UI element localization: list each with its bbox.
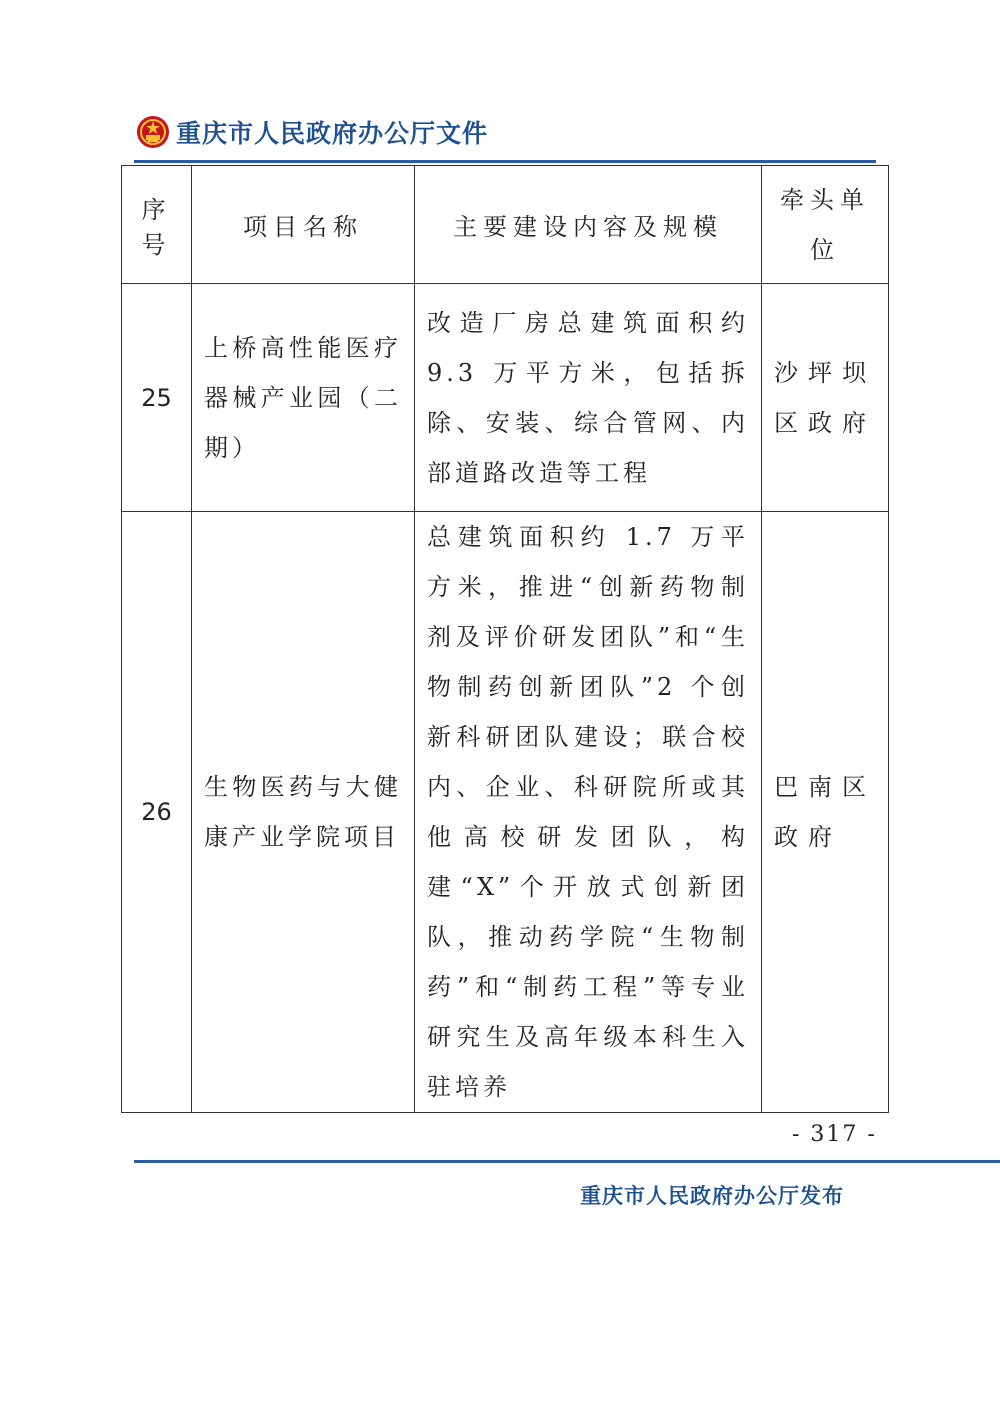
footer-publisher: 重庆市人民政府办公厅发布 [580, 1184, 844, 1208]
footer-divider [134, 1160, 1000, 1163]
project-content: 改造厂房总建筑面积约 9.3 万平方米，包括拆除、安装、综合管网、内部道路改造等工程 [415, 284, 762, 512]
row-number: 26 [122, 512, 192, 1113]
project-content: 总建筑面积约 1.7 万平方米，推进“创新药物制剂及评价研发团队”和“生物制药创新团队”2 个创新科研团队建设；联合校内、企业、科研院所或其他高校研发团队，构建“X”个开放式创新团队，推动药学院“生物制药”和“制药工程”等专业研究生及高年级本科生入驻培养 [415, 512, 762, 1113]
column-header-number: 序号 [122, 166, 192, 284]
column-header-lead: 牵头单位 [762, 166, 889, 284]
document-header [136, 114, 488, 150]
project-name: 生物医药与大健康产业学院项目 [192, 512, 415, 1113]
table-header-row [122, 166, 889, 284]
lead-unit: 巴南区政府 [762, 512, 889, 1113]
table-row [122, 512, 889, 1113]
page-number: - 317 - [792, 1122, 877, 1147]
lead-unit: 沙坪坝区政府 [762, 284, 889, 512]
row-number: 25 [122, 284, 192, 512]
project-name: 上桥高性能医疗器械产业园（二期） [192, 284, 415, 512]
header-divider [134, 160, 876, 163]
column-header-name: 项目名称 [192, 166, 415, 284]
national-emblem-icon [136, 115, 170, 149]
column-header-content: 主要建设内容及规模 [415, 166, 762, 284]
project-table [121, 165, 889, 1113]
header-title: 重庆市人民政府办公厅文件 [176, 119, 489, 148]
table-row [122, 284, 889, 512]
